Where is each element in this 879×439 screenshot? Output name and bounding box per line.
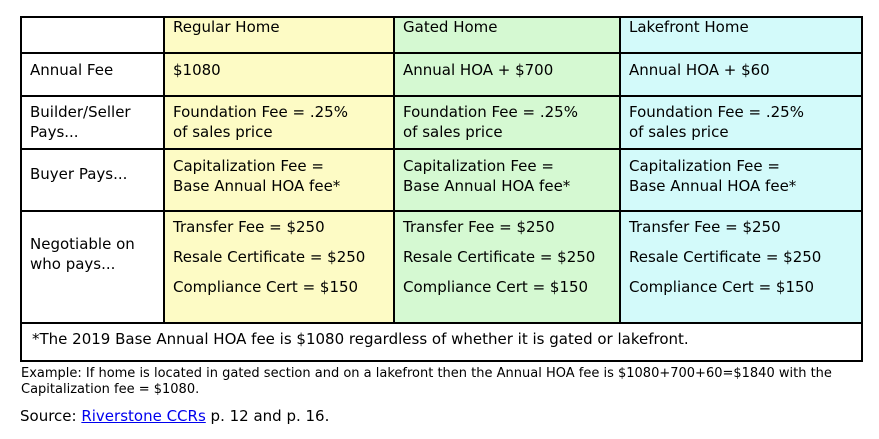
cell-line: Transfer Fee = $250 <box>403 218 555 236</box>
cell-lakefront-buyer-pays <box>620 149 862 211</box>
cell-line: Base Annual HOA fee* <box>403 177 571 195</box>
table-footnote: *The 2019 Base Annual HOA fee is $1080 regardless of whether it is gated or lakefront. <box>21 323 862 361</box>
source-link[interactable]: Riverstone CCRs <box>81 407 206 425</box>
cell-line: Capitalization Fee = <box>629 157 780 175</box>
example-note: Example: If home is located in gated section and on a lakefront then the Annual HOA fee is $1080+700+60=$1840 with the Capitalization fee = $1080. <box>21 366 832 397</box>
row-buyer-pays <box>21 149 862 211</box>
cell-gated-annual-fee <box>394 53 620 96</box>
header-row <box>21 17 862 53</box>
cell-line: Annual HOA + $700 <box>403 61 554 79</box>
header-regular-home: Regular Home <box>164 17 394 53</box>
cell-line: Annual HOA + $60 <box>629 61 770 79</box>
cell-regular-buyer-pays <box>164 149 394 211</box>
row-label-annual-fee: Annual Fee <box>21 53 164 96</box>
cell-line: Resale Certificate = $250 <box>403 248 596 266</box>
fee-table <box>20 16 863 362</box>
cell-line: Capitalization Fee = <box>173 157 324 175</box>
header-corner <box>21 17 164 53</box>
row-negotiable <box>21 211 862 323</box>
cell-line: Compliance Cert = $150 <box>403 278 589 296</box>
fee-summary <box>20 16 861 398</box>
cell-lakefront-negotiable <box>620 211 862 323</box>
cell-line: Resale Certificate = $250 <box>173 248 366 266</box>
cell-gated-buyer-pays <box>394 149 620 211</box>
cell-line: Transfer Fee = $250 <box>629 218 781 236</box>
source-prefix: Source: <box>20 407 82 425</box>
cell-line: of sales price <box>629 123 729 141</box>
cell-line: of sales price <box>403 123 503 141</box>
cell-line: Foundation Fee = .25% <box>403 103 578 121</box>
header-gated-home: Gated Home <box>394 17 620 53</box>
cell-line: Transfer Fee = $250 <box>173 218 325 236</box>
cell-regular-annual-fee <box>164 53 394 96</box>
row-builder-seller <box>21 96 862 149</box>
row-footnote <box>21 323 862 361</box>
header-lakefront-home: Lakefront Home <box>620 17 862 53</box>
cell-line: Base Annual HOA fee* <box>629 177 797 195</box>
cell-regular-negotiable <box>164 211 394 323</box>
row-label-builder-seller: Builder/Seller Pays... <box>21 96 164 149</box>
row-label-negotiable: Negotiable on who pays... <box>21 211 164 323</box>
cell-line: Compliance Cert = $150 <box>629 278 815 296</box>
source-suffix: p. 12 and p. 16. <box>205 407 330 425</box>
cell-line: Foundation Fee = .25% <box>173 103 348 121</box>
cell-line: of sales price <box>173 123 273 141</box>
source-line <box>20 407 329 425</box>
cell-line: $1080 <box>173 61 221 79</box>
cell-lakefront-annual-fee <box>620 53 862 96</box>
row-label-buyer-pays: Buyer Pays... <box>21 149 164 211</box>
cell-line: Base Annual HOA fee* <box>173 177 341 195</box>
cell-gated-builder-seller <box>394 96 620 149</box>
cell-gated-negotiable <box>394 211 620 323</box>
cell-line: Capitalization Fee = <box>403 157 554 175</box>
cell-regular-builder-seller <box>164 96 394 149</box>
cell-line: Foundation Fee = .25% <box>629 103 804 121</box>
cell-line: Compliance Cert = $150 <box>173 278 359 296</box>
row-annual-fee <box>21 53 862 96</box>
cell-lakefront-builder-seller <box>620 96 862 149</box>
cell-line: Resale Certificate = $250 <box>629 248 822 266</box>
